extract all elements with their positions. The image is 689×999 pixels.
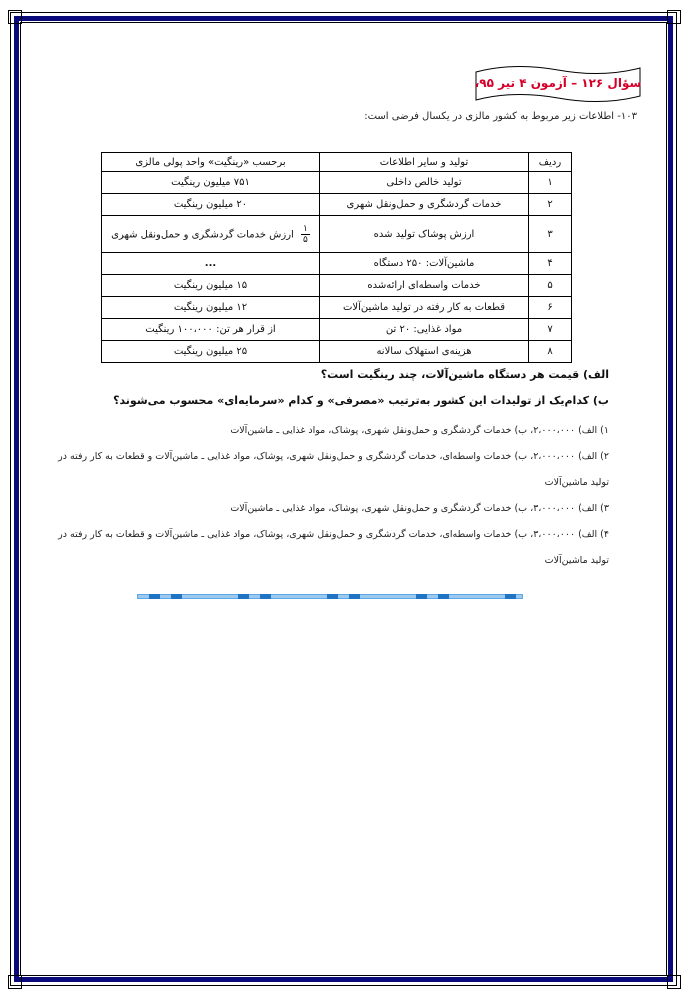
- cell-index: ۷: [529, 319, 572, 341]
- question-banner: [474, 64, 642, 102]
- cell-value: از قرار هر تن: ۱۰۰،۰۰۰ رینگیت: [102, 319, 320, 341]
- divider-segment: [260, 594, 271, 599]
- table-row: [102, 275, 572, 297]
- cell-description: هزینه‌ی استهلاک سالانه: [320, 341, 529, 363]
- fraction-numerator: ۱: [303, 223, 308, 234]
- cell-index: ۱: [529, 172, 572, 194]
- divider-segment: [349, 594, 360, 599]
- fraction: [301, 224, 310, 245]
- table-row: [102, 216, 572, 253]
- divider-segment: [438, 594, 449, 599]
- answer-option-3[interactable]: ۳) الف) ۳،۰۰۰،۰۰۰، ب) خدمات گردشگری و حمل‌ونقل شهری، پوشاک، مواد غذایی ـ ماشین‌آلات: [230, 503, 609, 514]
- table-row: [102, 194, 572, 216]
- cell-description: خدمات گردشگری و حمل‌ونقل شهری: [320, 194, 529, 216]
- header-description: تولید و سایر اطلاعات: [320, 153, 529, 172]
- table-row: [102, 341, 572, 363]
- banner-title: سؤال ۱۲۶ – آزمون ۴ تیر ۹۵،: [474, 76, 642, 90]
- question-part-a: الف) قیمت هر دستگاه ماشین‌آلات، چند رینگیت است؟: [320, 368, 609, 381]
- cell-description: تولید خالص داخلی: [320, 172, 529, 194]
- divider-segment: [238, 594, 249, 599]
- cell-description: مواد غذایی: ۲۰ تن: [320, 319, 529, 341]
- cell-index: ۶: [529, 297, 572, 319]
- cell-description: ارزش پوشاک تولید شده: [320, 216, 529, 253]
- table-row: [102, 297, 572, 319]
- cell-value: [102, 216, 320, 253]
- divider-segment: [171, 594, 182, 599]
- answer-option-4[interactable]: ۴) الف) ۳،۰۰۰،۰۰۰، ب) خدمات واسطه‌ای، خدمات گردشگری و حمل‌ونقل شهری، پوشاک، مواد غذایی ـ ماشین‌آلات و قطعات به کار رفته در تولید ماشین‌آلات: [58, 529, 609, 566]
- info-table: [101, 152, 572, 363]
- frame-corner-top-left: [8, 10, 22, 24]
- cell-index: ۸: [529, 341, 572, 363]
- answer-option-1[interactable]: ۱) الف) ۲،۰۰۰،۰۰۰، ب) خدمات گردشگری و حمل‌ونقل شهری، پوشاک، مواد غذایی ـ ماشین‌آلات: [230, 425, 609, 436]
- header-index: ردیف: [529, 153, 572, 172]
- cell-description: قطعات به کار رفته در تولید ماشین‌آلات: [320, 297, 529, 319]
- cell-index: ۲: [529, 194, 572, 216]
- cell-value: ...: [102, 253, 320, 275]
- question-intro: ۱۰۳- اطلاعات زیر مربوط به کشور مالزی در یکسال فرضی است:: [364, 111, 637, 122]
- divider-segment: [149, 594, 160, 599]
- frame-corner-bottom-right: [667, 975, 681, 989]
- table-row: [102, 319, 572, 341]
- cell-value: ۱۲ میلیون رینگیت: [102, 297, 320, 319]
- divider-segment: [327, 594, 338, 599]
- table-header-row: [102, 153, 572, 172]
- cell-value: ۱۵ میلیون رینگیت: [102, 275, 320, 297]
- fraction-denominator: ۵: [303, 234, 308, 245]
- cell-value-text: ارزش خدمات گردشگری و حمل‌ونقل شهری: [111, 229, 294, 240]
- section-divider: [137, 594, 523, 599]
- divider-segment: [416, 594, 427, 599]
- answer-option-2[interactable]: ۲) الف) ۲،۰۰۰،۰۰۰، ب) خدمات واسطه‌ای، خدمات گردشگری و حمل‌ونقل شهری، پوشاک، مواد غذایی ـ ماشین‌آلات و قطعات به کار رفته در تولید ماشین‌آلات: [58, 451, 609, 488]
- cell-description: خدمات واسطه‌ای ارائه‌شده: [320, 275, 529, 297]
- cell-description: ماشین‌آلات: ۲۵۰ دستگاه: [320, 253, 529, 275]
- cell-index: ۵: [529, 275, 572, 297]
- header-value: برحسب «رینگیت» واحد پولی مالزی: [102, 153, 320, 172]
- frame-corner-bottom-left: [8, 975, 22, 989]
- cell-index: ۳: [529, 216, 572, 253]
- cell-value: ۲۵ میلیون رینگیت: [102, 341, 320, 363]
- cell-index: ۴: [529, 253, 572, 275]
- cell-value: ۷۵۱ میلیون رینگیت: [102, 172, 320, 194]
- frame-corner-top-right: [667, 10, 681, 24]
- question-part-b: ب) کدام‌یک از تولیدات این کشور به‌ترتیب «مصرفی» و کدام «سرمایه‌ای» محسوب می‌شوند؟: [113, 394, 609, 407]
- table-row: [102, 253, 572, 275]
- cell-value: ۲۰ میلیون رینگیت: [102, 194, 320, 216]
- table-row: [102, 172, 572, 194]
- divider-segment: [505, 594, 516, 599]
